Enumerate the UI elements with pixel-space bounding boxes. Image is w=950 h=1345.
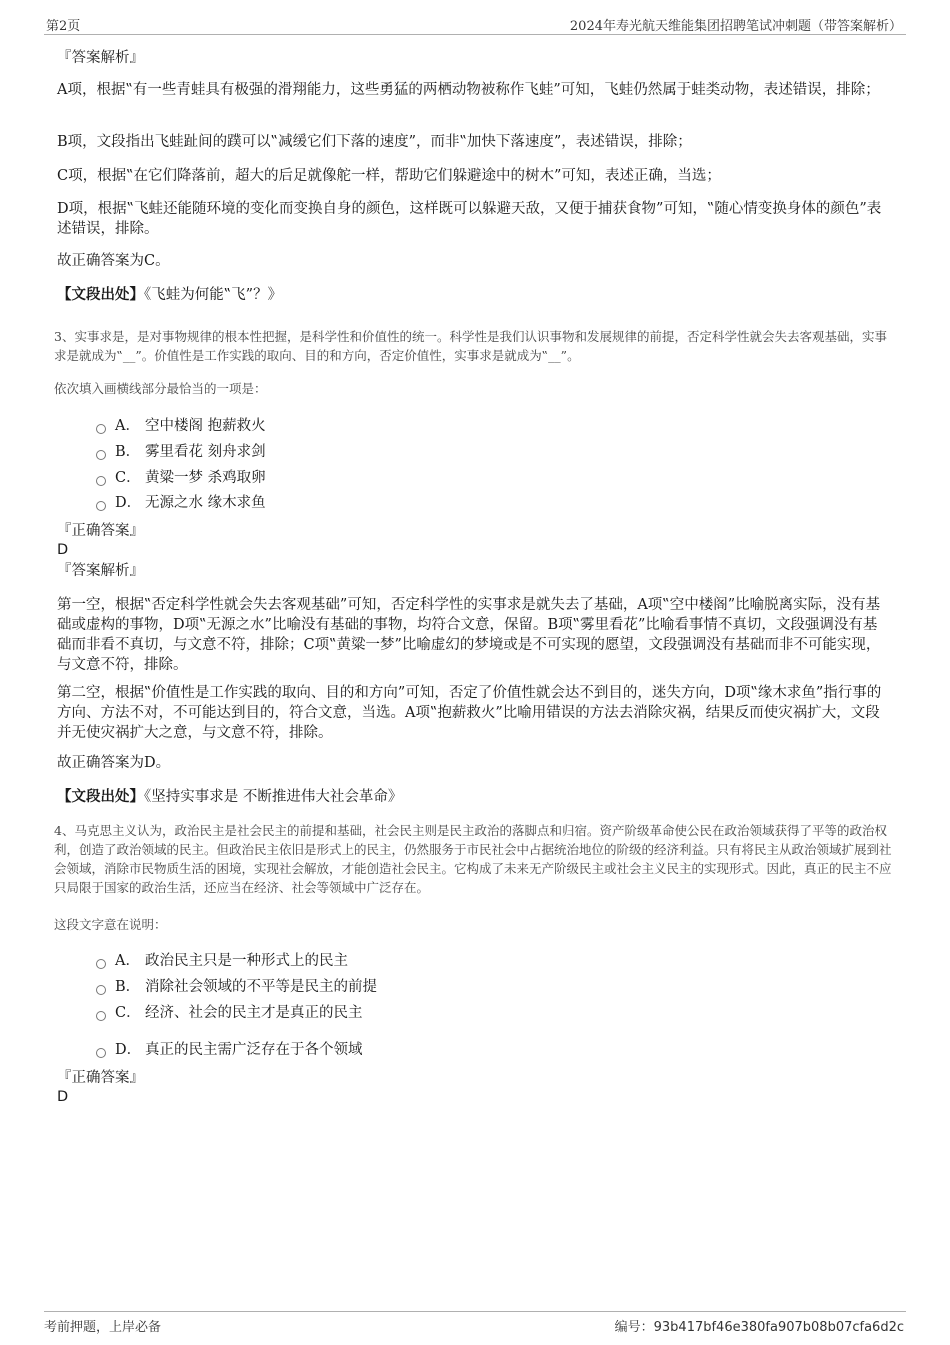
radio-icon[interactable] (96, 476, 106, 486)
footer-code (615, 1316, 904, 1335)
q2-source-text: 《飞蛙为何能‟飞”？》 (144, 287, 283, 303)
q3-source-text: 《坚持实事求是 不断推进伟大社会革命》 (144, 789, 403, 805)
radio-icon[interactable] (96, 1011, 106, 1021)
q4-stem: 4、马克思主义认为，政治民主是社会民主的前提和基础，社会民主则是民主政治的落脚点和归宿。资产阶级革命使公民在政治领域获得了平等的政治权利，创造了政治领域的民主。但政治民主依旧是形式上的民主，仍然服务于市民社会中占据统治地位的阶级的经济利益。只有将民主从政治领域扩展到社会领域，消除市民物质生活的困境，实现社会解放，才能创造社会民主。它构成了未来无产阶级民主或社会主义民主的实现形式。因此，真正的民主不应只局限于国家的政治生活，还应当在经济、社会等领域中广泛存在。 (54, 823, 892, 895)
q4-answer: D (57, 1089, 69, 1105)
q2-analysis-d: D项，根据‟飞蛙还能随环境的变化而变换自身的颜色，这样既可以躲避天敌，又便于捕获食物”可知，‟随心情变换身体的颜色”表述错误，排除。 (57, 201, 882, 237)
footer-code-label: 编号： (614, 1320, 654, 1335)
q2-analysis-label: 『答案解析』 (57, 50, 144, 66)
q4-option-d[interactable]: D． 真正的民主需广泛存在于各个领域 (96, 1040, 363, 1060)
q2-analysis-c: C项，根据‟在它们降落前，超大的后足就像舵一样，帮助它们躲避途中的树木”可知，表述正确，当选； (57, 168, 721, 184)
q3-stem: 3、实事求是，是对事物规律的根本性把握，是科学性和价值性的统一。科学性是我们认识事物和发展规律的前提，否定科学性就会失去客观基础，实事求是就成为‟__”。价值性是工作实践的取向、目的和方向，否定价值性，实事求是就成为‟__”。 (54, 329, 887, 363)
page-header (44, 14, 906, 35)
q3-option-c[interactable]: C． 黄粱一梦 杀鸡取卵 (96, 468, 266, 488)
q3-analysis-label: 『答案解析』 (57, 563, 144, 579)
radio-icon[interactable] (96, 501, 106, 511)
q4-option-a[interactable]: A． 政治民主只是一种形式上的民主 (96, 951, 348, 971)
radio-icon[interactable] (96, 450, 106, 460)
radio-icon[interactable] (96, 959, 106, 969)
q3-answer-label: 『正确答案』 (57, 523, 144, 539)
q2-conclusion: 故正确答案为C。 (57, 253, 170, 269)
q3-analysis-p2: 第二空，根据‟价值性是工作实践的取向、目的和方向”可知，否定了价值性就会达不到目的，迷失方向，D项‟缘木求鱼”指行事的方向、方法不对，不可能达到目的，符合文意，当选。A项‟抱薪救火”比喻用错误的方法去消除灾祸，结果反而使灾祸扩大，文段并无使灾祸扩大之意，与文意不符，排除。 (57, 685, 882, 741)
footer-code-value: 93b417bf46e380fa907b08b07cfa6d2c (653, 1320, 904, 1335)
q2-analysis-a: A项，根据‟有一些青蛙具有极强的滑翔能力，这些勇猛的两栖动物被称作飞蛙”可知，飞蛙仍然属于蛙类动物，表述错误，排除； (57, 82, 880, 98)
q3-option-d[interactable]: D． 无源之水 缘木求鱼 (96, 493, 266, 513)
q3-conclusion: 故正确答案为D。 (57, 755, 171, 771)
q4-option-c[interactable]: C． 经济、社会的民主才是真正的民主 (96, 1003, 363, 1023)
footer-motto: 考前押题，上岸必备 (44, 1320, 162, 1335)
q4-option-b[interactable]: B． 消除社会领域的不平等是民主的前提 (96, 977, 377, 997)
q3-prompt: 依次填入画横线部分最恰当的一项是： (54, 381, 267, 396)
q4-answer-label: 『正确答案』 (57, 1070, 144, 1086)
radio-icon[interactable] (96, 1048, 106, 1058)
page-number: 第2页 (46, 19, 81, 34)
document-title: 2024年寿光航天维能集团招聘笔试冲刺题（带答案解析） (569, 19, 902, 34)
page-footer (44, 1311, 906, 1336)
q2-source (57, 285, 891, 305)
q2-analysis-b: B项，文段指出飞蛙趾间的蹼可以‟减缓它们下落的速度”，而非‟加快下落速度”，表述错误，排除； (57, 134, 692, 150)
radio-icon[interactable] (96, 424, 106, 434)
q3-answer: D (57, 542, 69, 558)
q3-source-label: 【文段出处】 (57, 788, 144, 805)
q3-option-a[interactable]: A． 空中楼阁 抱薪救火 (96, 416, 266, 436)
q3-option-b[interactable]: B． 雾里看花 刻舟求剑 (96, 442, 266, 462)
radio-icon[interactable] (96, 985, 106, 995)
q3-analysis-p1: 第一空，根据‟否定科学性就会失去客观基础”可知，否定科学性的实事求是就失去了基础，A项‟空中楼阁”比喻脱离实际，没有基础或虚构的事物，D项‟无源之水”比喻没有基础的事物，均符合文意，保留。B项‟雾里看花”比喻看事情不真切，文段强调没有基础而非看不真切，与文意不符，排除；C项‟黄粱一梦”比喻虚幻的梦境或是不可实现的愿望，文段强调没有基础而非不可能实现，与文意不符，排除。 (57, 597, 881, 673)
q3-source (57, 787, 891, 807)
q2-source-label: 【文段出处】 (57, 286, 144, 303)
q4-prompt: 这段文字意在说明： (54, 917, 167, 932)
